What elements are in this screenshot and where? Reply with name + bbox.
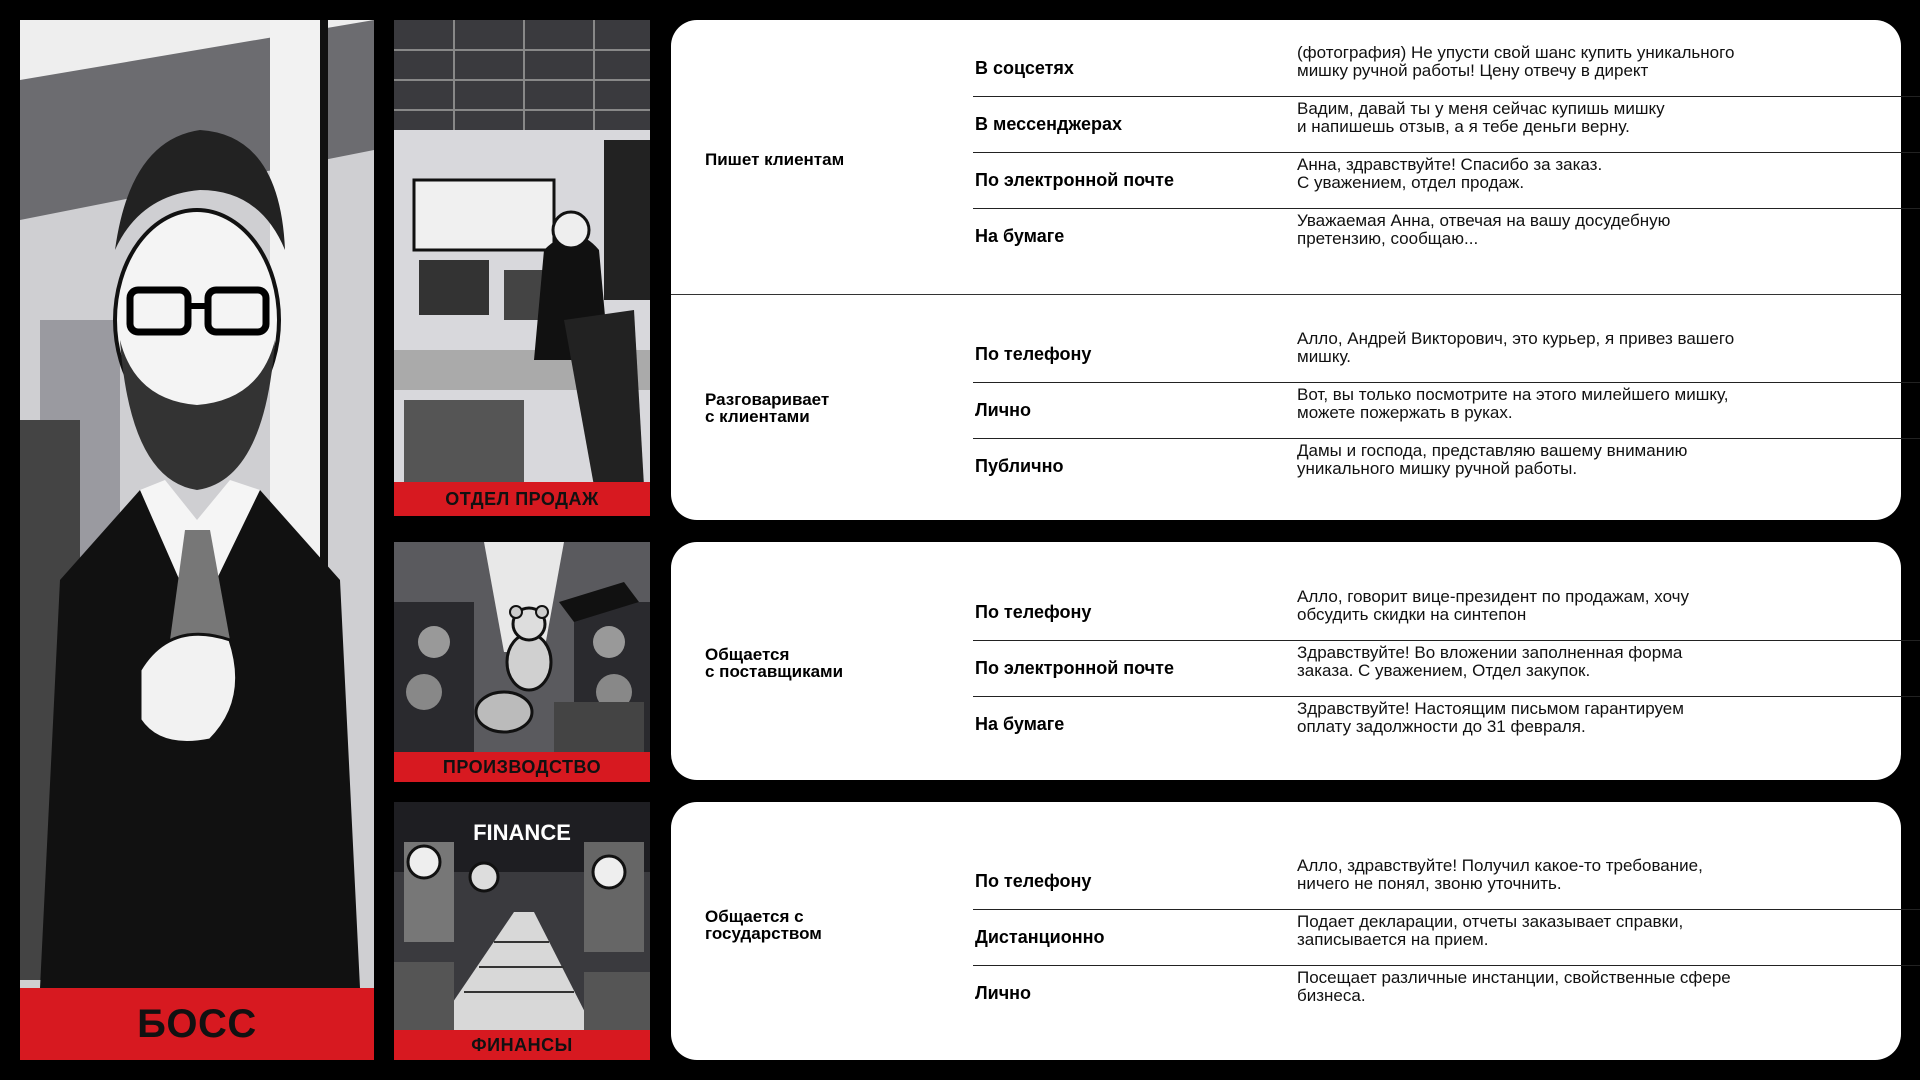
example-text: Алло, здравствуйте! Получил какое-то требование, ничего не понял, звоню уточнить. [1297,856,1703,893]
channel-label: По телефону [975,870,1092,891]
example-text: Здравствуйте! Настоящим письмом гарантируем оплату задолжности до 31 февраля. [1297,699,1684,736]
channel-label: В мессенджерах [975,113,1122,134]
finance-caption: ФИНАНСЫ [394,1030,650,1060]
table-row [973,853,1920,910]
example-text: Подает декларации, отчеты заказывает справки, записывается на прием. [1297,912,1684,949]
channel-label: На бумаге [975,713,1065,734]
example-text: (фотография) Не упусти свой шанс купить уникального мишку ручной работы! Цену отвечу в директ [1297,43,1735,80]
channel-label: В соцсетях [975,57,1074,78]
channel-label: Лично [975,982,1032,1003]
channel-label: По телефону [975,343,1092,364]
table-row [973,96,1920,153]
clients-card [671,20,1901,520]
channel-label: На бумаге [975,225,1065,246]
example-text: Вадим, давай ты у меня сейчас купишь мишку и напишешь отзыв, а я тебе деньги верну. [1297,99,1665,136]
table-row [973,382,1920,439]
finance-panel [394,802,650,1060]
table-row [973,438,1920,494]
suppliers-group [671,542,1901,780]
government-card [671,802,1901,1060]
table-row [973,696,1920,752]
suppliers-card [671,542,1901,780]
example-text: Вот, вы только посмотрите на этого милейшего мишку, можете пожержать в руках. [1297,385,1729,422]
example-text: Алло, Андрей Викторович, это курьер, я привез вашего мишку. [1297,329,1735,366]
group-label: Разговаривает с клиентами [705,390,830,426]
teddy-bear-factory-illustration [394,542,650,752]
boss-illustration [20,20,374,988]
group-label: Общается с государством [705,907,822,943]
table-row [973,40,1920,97]
channel-label: По электронной почте [975,657,1174,678]
group-divider [671,294,1901,295]
channel-label: Публично [975,455,1064,476]
group-label: Пишет клиентам [705,150,845,169]
table-row [973,584,1920,641]
table-row [973,965,1920,1021]
example-text: Дамы и господа, представляю вашему вниманию уникального мишку ручной работы. [1297,441,1688,478]
example-text: Здравствуйте! Во вложении заполненная форма заказа. С уважением, Отдел закупок. [1297,643,1683,680]
government-group [671,802,1901,1060]
channel-label: Дистанционно [975,926,1105,947]
example-text: Анна, здравствуйте! Спасибо за заказ. С уважением, отдел продаж. [1297,155,1603,192]
table-row [973,640,1920,697]
finance-office-illustration [394,802,650,1030]
finance-sign: FINANCE [473,820,571,845]
boss-caption: БОСС [20,988,374,1060]
writes-clients-group [671,20,1901,294]
channel-label: Лично [975,399,1032,420]
channel-label: По телефону [975,601,1092,622]
sales-office-illustration [394,20,650,486]
table-row [973,208,1920,264]
table-row [973,326,1920,383]
production-panel [394,542,650,782]
channel-label: По электронной почте [975,169,1174,190]
talks-clients-group [671,296,1901,520]
example-text: Алло, говорит вице-президент по продажам, хочу обсудить скидки на синтепон [1297,587,1690,624]
table-row [973,909,1920,966]
boss-panel [20,20,374,1060]
example-text: Посещает различные инстанции, свойственные сфере бизнеса. [1297,968,1731,1005]
production-caption: ПРОИЗВОДСТВО [394,752,650,782]
sales-panel [394,20,650,516]
sales-caption: ОТДЕЛ ПРОДАЖ [394,482,650,516]
example-text: Уважаемая Анна, отвечая на вашу досудебную претензию, сообщаю... [1297,211,1671,248]
group-label: Общается с поставщиками [705,645,844,681]
table-row [973,152,1920,209]
